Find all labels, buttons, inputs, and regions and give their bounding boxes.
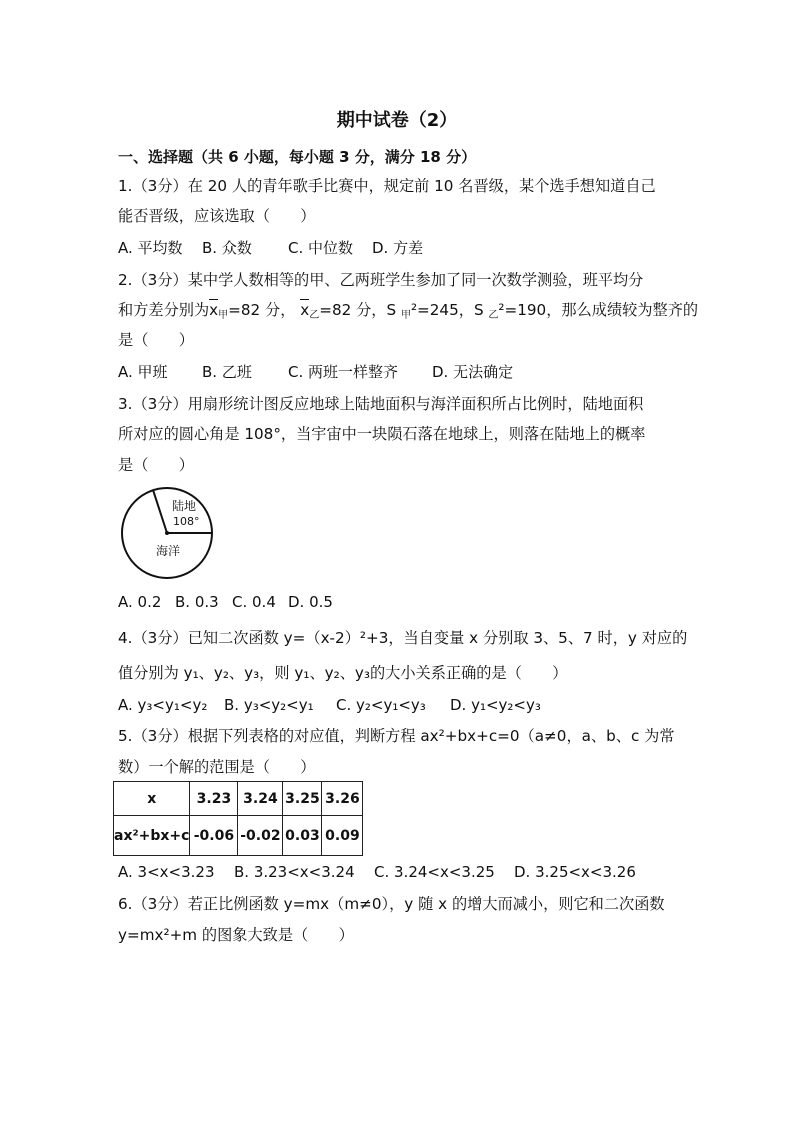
q1-stem-line2: 能否晋级，应该选取（ ） <box>118 207 316 225</box>
table-row <box>114 816 363 856</box>
table-cell: -0.06 <box>190 816 238 856</box>
subscript-jia: 甲 <box>218 310 229 321</box>
q2-options <box>118 362 513 382</box>
q2-text-a: 和方差分别为 <box>118 301 210 319</box>
q3-options <box>118 592 333 612</box>
q2-mean-yi-value: =82 分，S <box>319 301 397 319</box>
q1-option-c[interactable]: C. 中位数 <box>288 239 354 257</box>
q4-option-b[interactable]: B. y₃<y₂<y₁ <box>224 696 314 714</box>
q3-option-c[interactable]: C. 0.4 <box>232 593 276 611</box>
q2-variance-yi: ²=190，那么成绩较为整齐的 <box>498 301 699 319</box>
variance-subscript-jia: 甲 <box>400 310 411 321</box>
q1-options <box>118 238 423 258</box>
q4-option-c[interactable]: C. y₂<y₁<y₃ <box>336 696 426 714</box>
q3-stem-line1: 3.（3分）用扇形统计图反应地球上陆地面积与海洋面积所占比例时，陆地面积 <box>118 395 644 413</box>
q2-option-d[interactable]: D. 无法确定 <box>432 363 514 381</box>
q3-option-d[interactable]: D. 0.5 <box>288 593 333 611</box>
variance-subscript-yi: 乙 <box>488 310 499 321</box>
q3-stem-line2: 所对应的圆心角是 108°，当宇宙中一块陨石落在地球上，则落在陆地上的概率 <box>118 425 646 443</box>
q2-variance-jia: ²=245，S <box>410 301 484 319</box>
q5-option-a[interactable]: A. 3<x<3.23 <box>118 863 215 881</box>
q1-option-d[interactable]: D. 方差 <box>372 239 424 257</box>
q4-stem-line2: 值分别为 y₁、y₂、y₃，则 y₁、y₂、y₃的大小关系正确的是（ ） <box>118 664 568 682</box>
table-cell: 3.25 <box>283 782 322 816</box>
q5-option-b[interactable]: B. 3.23<x<3.24 <box>234 863 355 881</box>
q5-options <box>118 862 636 882</box>
q6-stem-line2: y=mx²+m 的图象大致是（ ） <box>118 926 354 944</box>
q2-stem-line3: 是（ ） <box>118 331 194 349</box>
q5-stem-line2: 数）一个解的范围是（ ） <box>118 758 316 776</box>
q6-stem-line1: 6.（3分）若正比例函数 y=mx（m≠0），y 随 x 的增大而减小，则它和二次函数 <box>118 895 665 913</box>
table-cell: ax²+bx+c <box>114 816 190 856</box>
land-label: 陆地 <box>172 499 197 513</box>
q1-option-b[interactable]: B. 众数 <box>202 239 252 257</box>
subscript-yi: 乙 <box>309 310 320 321</box>
table-cell: 3.23 <box>190 782 238 816</box>
q3-stem-line3: 是（ ） <box>118 456 194 474</box>
table-cell: 3.26 <box>322 782 363 816</box>
value-table <box>113 781 363 856</box>
table-row <box>114 782 363 816</box>
land-angle-label: 108° <box>173 515 200 528</box>
q4-option-a[interactable]: A. y₃<y₁<y₂ <box>118 696 208 714</box>
q4-options <box>118 695 541 715</box>
q5-option-c[interactable]: C. 3.24<x<3.25 <box>374 863 495 881</box>
q5-stem-line1: 5.（3分）根据下列表格的对应值，判断方程 ax²+bx+c=0（a≠0，a、b、c 为常 <box>118 727 675 745</box>
q2-option-a[interactable]: A. 甲班 <box>118 363 168 381</box>
q1-stem-line1: 1.（3分）在 20 人的青年歌手比赛中，规定前 10 名晋级，某个选手想知道自己 <box>118 177 656 195</box>
table-cell: -0.02 <box>238 816 283 856</box>
q3-option-b[interactable]: B. 0.3 <box>175 593 219 611</box>
ocean-label: 海洋 <box>156 544 181 558</box>
section-heading: 一、选择题（共 6 小题，每小题 3 分，满分 18 分） <box>118 148 477 166</box>
pie-center-dot <box>165 531 169 535</box>
q4-option-d[interactable]: D. y₁<y₂<y₃ <box>450 696 541 714</box>
q5-option-d[interactable]: D. 3.25<x<3.26 <box>514 863 636 881</box>
q1-option-a[interactable]: A. 平均数 <box>118 239 183 257</box>
table-cell: 0.09 <box>322 816 363 856</box>
q4-stem-line1: 4.（3分）已知二次函数 y=（x-2）²+3，当自变量 x 分别取 3、5、7 时，y 对应的 <box>118 629 688 647</box>
q2-option-b[interactable]: B. 乙班 <box>202 363 252 381</box>
q2-stem-line2 <box>118 300 698 326</box>
pie-chart <box>118 485 218 581</box>
table-cell: 0.03 <box>283 816 322 856</box>
table-cell: x <box>114 782 190 816</box>
mean-symbol-yi: x <box>300 301 310 319</box>
mean-symbol-jia: x <box>209 301 219 319</box>
q2-option-c[interactable]: C. 两班一样整齐 <box>288 363 399 381</box>
table-cell: 3.24 <box>238 782 283 816</box>
page-title: 期中试卷（2） <box>336 110 458 131</box>
q2-mean-jia-value: =82 分， <box>228 301 296 319</box>
q2-stem-line1: 2.（3分）某中学人数相等的甲、乙两班学生参加了同一次数学测验，班平均分 <box>118 271 644 289</box>
q3-option-a[interactable]: A. 0.2 <box>118 593 162 611</box>
